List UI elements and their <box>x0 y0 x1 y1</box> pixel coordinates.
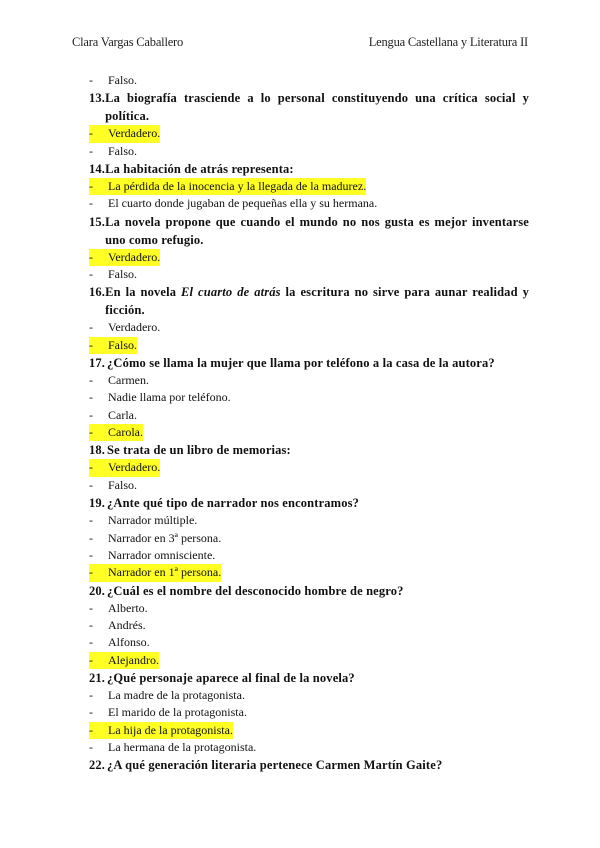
question-13 <box>89 89 529 125</box>
option-dash: - <box>89 196 93 211</box>
option-text: Carmen. <box>108 373 149 388</box>
answer-option <box>89 249 529 266</box>
option-text: Alberto. <box>108 600 148 615</box>
question-text: ¿Qué personaje aparece al final de la novela? <box>107 670 355 685</box>
answer-option <box>89 564 529 581</box>
answer-option <box>89 687 529 704</box>
option-text: Narrador múltiple. <box>108 513 198 528</box>
option-dash: - <box>89 530 93 545</box>
question-14 <box>89 160 529 178</box>
question-number: 21. <box>89 670 106 685</box>
option-dash: - <box>89 513 93 528</box>
question-17 <box>89 354 529 372</box>
answer-option <box>89 459 529 476</box>
option-text: Narrador omnisciente. <box>108 547 216 562</box>
option-dash: - <box>89 564 107 581</box>
answer-option <box>89 547 529 564</box>
answer-option <box>89 266 529 283</box>
option-text: La pérdida de la inocencia y la llegada de la madurez. <box>108 178 366 195</box>
option-dash: - <box>89 652 107 669</box>
question-text <box>105 283 529 319</box>
answer-option <box>89 178 529 195</box>
option-dash: - <box>89 547 93 562</box>
question-19 <box>89 494 529 512</box>
option-dash: - <box>89 249 107 266</box>
option-text: Verdadero. <box>108 459 160 476</box>
question-text: ¿Cómo se llama la mujer que llama por teléfono a la casa de la autora? <box>107 356 495 371</box>
option-text: Carola. <box>108 424 143 441</box>
option-text: Carla. <box>108 407 137 422</box>
answer-option <box>89 704 529 721</box>
option-dash: - <box>89 320 93 335</box>
answer-option <box>89 319 529 336</box>
option-dash: - <box>89 424 107 441</box>
question-number: 22. <box>89 758 106 773</box>
option-dash: - <box>89 477 93 492</box>
answer-option <box>89 337 529 354</box>
option-text: Alejandro. <box>108 652 159 669</box>
option-text: Narrador en 1ª persona. <box>108 564 221 581</box>
option-dash: - <box>89 617 93 632</box>
answer-option <box>89 600 529 617</box>
answer-option <box>89 617 529 634</box>
answer-option <box>89 143 529 160</box>
option-dash: - <box>89 178 107 195</box>
option-dash: - <box>89 687 93 702</box>
answer-option <box>89 195 529 212</box>
option-dash: - <box>89 600 93 615</box>
question-text: ¿A qué generación literaria pertenece Carmen Martín Gaite? <box>107 758 443 773</box>
option-dash: - <box>89 459 107 476</box>
question-20 <box>89 582 529 600</box>
option-dash: - <box>89 739 93 754</box>
answer-option <box>89 372 529 389</box>
option-dash: - <box>89 125 107 142</box>
option-dash: - <box>89 635 93 650</box>
answer-option <box>89 407 529 424</box>
book-title: El cuarto de atrás <box>181 285 281 300</box>
option-dash: - <box>89 390 93 405</box>
question-number: 13. <box>89 91 106 106</box>
header-course: Lengua Castellana y Literatura II <box>368 35 528 49</box>
option-text: La hermana de la protagonista. <box>108 739 257 754</box>
option-text: Falso. <box>108 477 138 492</box>
question-text: Se trata de un libro de memorias: <box>107 443 291 458</box>
option-text: Verdadero. <box>108 249 160 266</box>
option-dash: - <box>89 337 107 354</box>
question-text: La habitación de atrás representa: <box>105 162 294 177</box>
option-dash: - <box>89 722 107 739</box>
answer-option <box>89 512 529 529</box>
question-text: La biografía trasciende a lo personal constituyendo una crítica social y política. <box>105 91 529 124</box>
option-dash: - <box>89 407 93 422</box>
answer-option <box>89 424 529 441</box>
answer-option <box>89 477 529 494</box>
option-dash: - <box>89 143 93 158</box>
option-text: Narrador en 3ª persona. <box>108 530 222 545</box>
option-dash: - <box>89 73 93 87</box>
question-number: 15. <box>89 214 106 229</box>
option-dash: - <box>89 267 93 282</box>
question-22 <box>89 756 529 774</box>
quiz-body <box>89 72 529 774</box>
option-text: Nadie llama por teléfono. <box>108 390 231 405</box>
answer-option <box>89 125 529 142</box>
answer-option <box>89 634 529 651</box>
question-number: 18. <box>89 443 106 458</box>
question-16 <box>89 283 529 319</box>
option-text: Verdadero. <box>108 125 160 142</box>
answer-option <box>89 722 529 739</box>
question-number: 17. <box>89 356 106 371</box>
option-text: Falso. <box>108 337 137 354</box>
answer-option <box>89 739 529 756</box>
question-text-after: la escritura no sirve para aunar realidad y ficción. <box>105 285 529 318</box>
option-text: Verdadero. <box>108 320 161 335</box>
answer-option <box>89 72 529 89</box>
option-text: Alfonso. <box>108 635 150 650</box>
question-number: 19. <box>89 496 106 511</box>
question-21 <box>89 669 529 687</box>
option-dash: - <box>89 705 93 720</box>
option-text: Falso. <box>108 267 138 282</box>
question-text: La novela propone que cuando el mundo no nos gusta es mejor inventarse uno como refugio. <box>105 214 529 247</box>
header-author: Clara Vargas Caballero <box>72 35 184 49</box>
answer-option <box>89 652 529 669</box>
option-dash: - <box>89 373 93 388</box>
question-text-before: En la novela <box>105 285 182 300</box>
question-text: ¿Cuál es el nombre del desconocido hombre de negro? <box>107 583 404 598</box>
question-15 <box>89 213 529 249</box>
answer-option <box>89 389 529 406</box>
option-text: Andrés. <box>108 617 146 632</box>
question-18 <box>89 441 529 459</box>
question-number: 20. <box>89 583 106 598</box>
question-number: 16. <box>89 285 106 300</box>
question-text: ¿Ante qué tipo de narrador nos encontramos? <box>107 496 360 511</box>
option-text: El cuarto donde jugaban de pequeñas ella y su hermana. <box>108 196 378 211</box>
option-text: Falso. <box>108 73 138 87</box>
option-text: Falso. <box>108 143 138 158</box>
option-text: El marido de la protagonista. <box>108 705 247 720</box>
option-text: La hija de la protagonista. <box>108 722 233 739</box>
option-text: La madre de la protagonista. <box>108 687 245 702</box>
question-number: 14. <box>89 162 106 177</box>
answer-option <box>89 530 529 547</box>
